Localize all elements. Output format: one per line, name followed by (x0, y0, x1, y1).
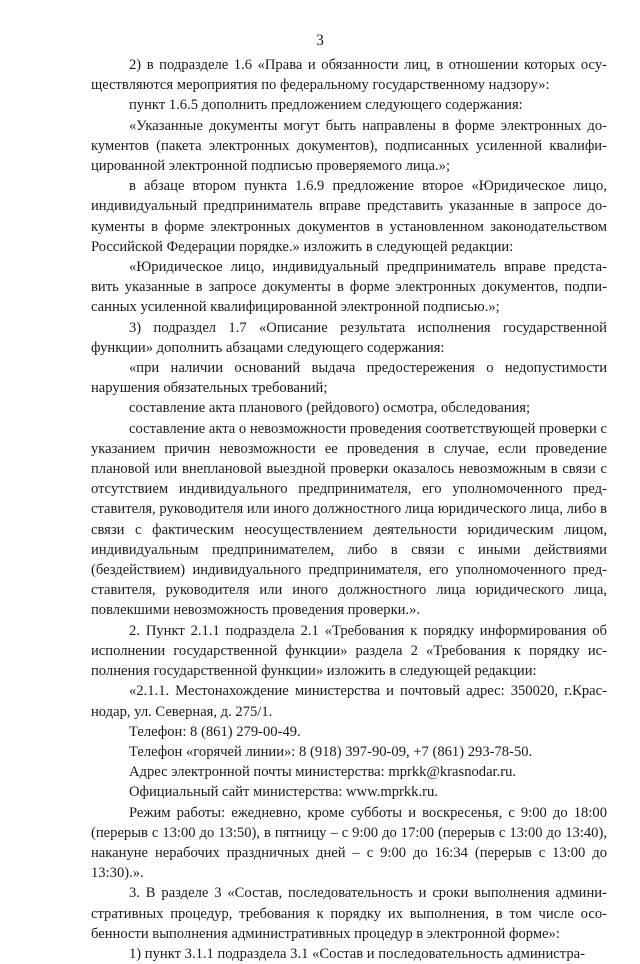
paragraph: Телефон: 8 (861) 279-00-49. (129, 723, 301, 740)
paragraph: «Юридическое лицо, индивидуальный предприниматель вправе представить указанные в запросе документы в форме электронных документов, подписанных усиленной квалифицированной электронной подписью.»; (91, 259, 607, 316)
paragraph: в абзаце втором пункта 1.6.9 предложение второе «Юридическое лицо, индивидуальный предприниматель вправе представить указанные в запросе документы в форме электронных документов в установленном законодательством Российской Федерации порядке.» изложить в следующей редакции: (91, 178, 607, 255)
page-number: 3 (316, 32, 324, 49)
paragraph: 2) в подразделе 1.6 «Права и обязанности лиц, в отношении которых осуществляются мероприятия по федеральному государственному надзору»: (91, 57, 607, 94)
paragraph: «Указанные документы могут быть направлены в форме электронных документов (пакета электронных документов), подписанных усиленной квалифицированной электронной подписью проверяемого лица.»; (91, 117, 607, 175)
paragraph: пункт 1.6.5 дополнить предложением следующего содержания: (129, 97, 523, 114)
paragraph: Адрес электронной почты министерства: mprkk@krasnodar.ru. (129, 764, 517, 781)
paragraph: 3) подраздел 1.7 «Описание результата исполнения государственной функции» дополнить абзацами следующего содержания: (91, 319, 607, 356)
paragraph: Телефон «горячей линии»: 8 (918) 397-90-09, +7 (861) 293-78-50. (129, 743, 533, 760)
paragraph: Режим работы: ежедневно, кроме субботы и воскресенья, с 9:00 до 18:00 (перерыв с 13:00 до 13:50), в пятницу – с 9:00 до 17:00 (перерыв с 13:00 до 13:40), накануне нерабочих праздничных дней – с 9:00 до 16:34 (перерыв с 13:00 до 13:30).». (91, 804, 607, 882)
paragraph: 2. Пункт 2.1.1 подраздела 2.1 «Требования к порядку информирования об исполнении государственной функции» раздела 2 «Требования к порядку исполнения государственной функции» изложить в следующей редакции: (91, 622, 607, 680)
paragraph: составление акта планового (рейдового) осмотра, обследования; (129, 400, 531, 417)
paragraph: «2.1.1. Местонахождение министерства и почтовый адрес: 350020, г.Краснодар, ул. Северная, д. 275/1. (91, 683, 607, 720)
paragraph: 3. В разделе 3 «Состав, последовательность и сроки выполнения административных процедур, требования к порядку их выполнения, в том числе особенности выполнения административных процедур в электронной форме»: (91, 885, 607, 942)
paragraph: составление акта о невозможности проведения соответствующей проверки с указанием причин невозможности ее проведения в случае, если проведение плановой или внеплановой выездной проверки оказалось невозможным в связи с отсутствием индивидуального предпринимателя, его уполномоченного представителя, руководителя или иного должностного лица юридического лица, либо в связи с фактическим неосуществлением деятельности юридическим лицом, индивидуальным предпринимателем, либо в связи с иными действиями (бездействием) индивидуального предпринимателя, его уполномоченного представителя, руководителя или иного должностного лица юридического лица, повлекшими невозможность проведения проверки.». (91, 420, 607, 619)
paragraph: 1) пункт 3.1.1 подраздела 3.1 «Состав и последовательность администра- (129, 945, 585, 962)
document-body (91, 55, 607, 964)
paragraph: Официальный сайт министерства: www.mprkk.ru. (129, 784, 438, 801)
paragraph: «при наличии оснований выдача предостережения о недопустимости нарушения обязательных требований; (91, 360, 607, 397)
